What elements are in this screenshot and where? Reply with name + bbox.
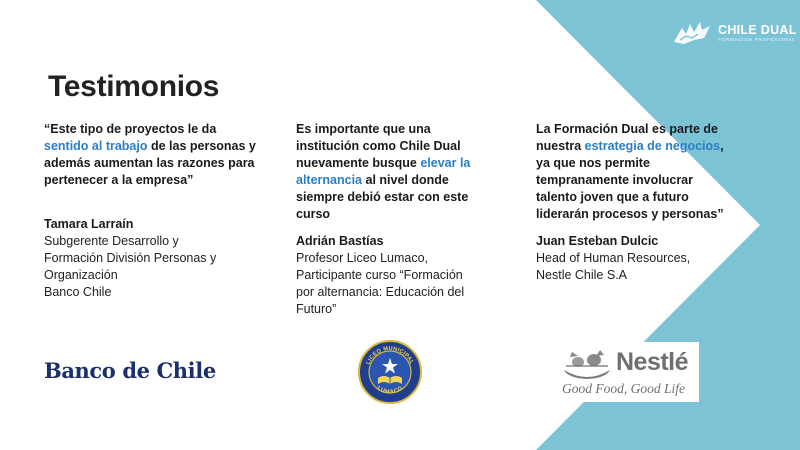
banco-de-chile-logo: Banco de Chile — [44, 358, 216, 383]
testimonial-liceo — [296, 121, 496, 318]
quote-highlight: elevar la alternancia — [296, 156, 471, 187]
liceo-lumaco-logo — [358, 338, 422, 408]
testimonial-quote: “Este tipo de proyectos le da sentido al trabajo de las personas y además aumentan las razones para pertenecer a la empresa” — [44, 122, 256, 187]
chile-dual-logo — [672, 20, 797, 46]
testimonial-role-line: Nestle Chile S.A — [536, 268, 628, 282]
testimonial-nestle — [536, 121, 736, 284]
quote-highlight: estrategia de negocios — [584, 139, 721, 153]
testimonial-role-line: Banco Chile — [44, 285, 112, 299]
testimonial-role-line: Participante curso “Formación — [296, 268, 463, 282]
testimonial-author: Adrián Bastías — [296, 234, 384, 248]
brand-tagline: FORMACIÓN PROFESIONAL — [718, 37, 796, 42]
testimonial-quote: La Formación Dual es parte de nuestra estrategia de negocios, ya que nos permite tempranamente involucrar talento joven que a futuro liderarán procesos y personas” — [536, 122, 724, 221]
testimonial-banco — [44, 121, 264, 301]
page-title: Testimonios — [48, 70, 220, 103]
testimonial-role-line: Head of Human Resources, — [536, 251, 691, 265]
testimonial-role-line: Formación División Personas y — [44, 251, 217, 265]
quote-highlight: sentido al trabajo — [44, 139, 148, 153]
testimonial-role-line: Subgerente Desarrollo y — [44, 234, 179, 248]
liceo-top-text: LICEO MUNICIPAL — [365, 345, 415, 366]
chile-dual-emblem-icon — [672, 20, 712, 46]
testimonial-role-line: Futuro” — [296, 302, 337, 316]
liceo-bottom-text: LUMACO — [375, 385, 405, 396]
nest-birds-icon — [560, 344, 614, 382]
nestle-wordmark: Nestlé — [616, 348, 689, 376]
testimonial-role-line: Profesor Liceo Lumaco, — [296, 251, 429, 265]
nestle-tagline: Good Food, Good Life — [562, 381, 685, 396]
testimonial-quote: Es importante que una institución como Chile Dual nuevamente busque elevar la alternancia al nivel donde siempre debió estar con este curso — [296, 122, 471, 221]
testimonial-role-line: por alternancia: Educación del — [296, 285, 465, 299]
brand-name: CHILE DUAL — [718, 23, 797, 37]
testimonial-role-line: Organización — [44, 268, 118, 282]
testimonial-author: Juan Esteban Dulcic — [536, 234, 659, 248]
testimonial-author: Tamara Larraín — [44, 217, 134, 231]
nestle-logo — [558, 342, 699, 402]
